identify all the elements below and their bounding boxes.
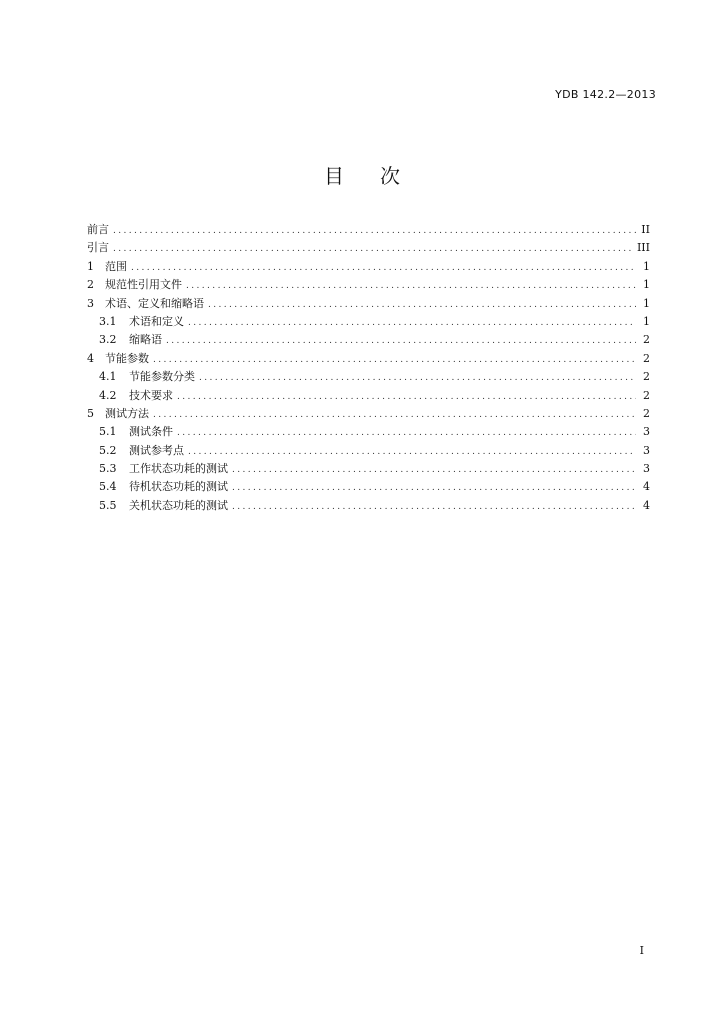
toc-entry-label: 技术要求 xyxy=(129,388,173,402)
page-number: I xyxy=(639,944,644,957)
toc-entry-label: 节能参数 xyxy=(105,351,149,365)
toc-entry-page: 2 xyxy=(643,370,650,384)
toc-entry-label: 待机状态功耗的测试 xyxy=(129,480,228,494)
toc-entry-number: 5.4 xyxy=(99,480,117,494)
toc-entry-label: 规范性引用文件 xyxy=(105,278,182,292)
toc-entry-label: 测试方法 xyxy=(105,406,149,420)
toc-entry-label: 测试条件 xyxy=(129,425,173,439)
toc-entry[interactable] xyxy=(87,497,650,515)
toc-entry-number: 4.1 xyxy=(99,370,117,384)
toc-entry-page: 4 xyxy=(643,498,650,512)
toc-entry[interactable] xyxy=(87,405,650,423)
toc-title-part1: 目 xyxy=(324,164,344,188)
toc-entry-label: 测试参考点 xyxy=(129,443,184,457)
toc-entry-label: 关机状态功耗的测试 xyxy=(129,498,228,512)
toc-entry[interactable] xyxy=(87,478,650,496)
toc-entry-page: II xyxy=(641,223,650,236)
toc-entry[interactable] xyxy=(87,258,650,276)
toc-entry-number: 3.2 xyxy=(99,333,117,347)
toc-title xyxy=(0,160,724,189)
toc-entry-label: 缩略语 xyxy=(129,333,162,347)
toc-entry-number: 4.2 xyxy=(99,388,117,402)
toc-leader-dots xyxy=(113,240,633,258)
toc-entry-label: 前言 xyxy=(87,223,109,236)
toc-entry-page: 4 xyxy=(643,480,650,494)
toc-entry[interactable] xyxy=(87,295,650,313)
toc-entry-page: 2 xyxy=(643,333,650,347)
toc-entry-page: 3 xyxy=(643,425,650,439)
toc-entry-label: 工作状态功耗的测试 xyxy=(129,462,228,476)
toc-entry[interactable] xyxy=(87,387,650,405)
toc-leader-dots xyxy=(166,332,636,350)
toc-entry-number: 5.1 xyxy=(99,425,117,439)
toc-title-part2: 次 xyxy=(380,164,400,188)
toc-leader-dots xyxy=(153,406,636,424)
toc-entry-page: 1 xyxy=(643,278,650,292)
toc-entry-number: 5.3 xyxy=(99,462,117,476)
toc-entry[interactable] xyxy=(87,276,650,294)
toc-entry-page: 1 xyxy=(643,296,650,310)
toc-entry-number: 5.2 xyxy=(99,443,117,457)
toc-entry-label: 术语、定义和缩略语 xyxy=(105,296,204,310)
toc-leader-dots xyxy=(208,296,636,314)
toc-entry-number: 5 xyxy=(87,406,94,420)
toc-leader-dots xyxy=(186,277,636,295)
toc-entry[interactable] xyxy=(87,350,650,368)
toc-entry-page: III xyxy=(636,241,650,255)
toc-entry-page: 2 xyxy=(643,406,650,420)
toc-entry[interactable] xyxy=(87,313,650,331)
toc-entry-number: 1 xyxy=(87,259,94,273)
toc-entry-page: 2 xyxy=(643,351,650,365)
toc-leader-dots xyxy=(153,351,636,369)
toc-entry-number: 2 xyxy=(87,278,94,292)
toc-entry-label: 范围 xyxy=(105,259,127,273)
toc-entry[interactable] xyxy=(87,331,650,349)
toc-leader-dots xyxy=(199,369,636,387)
toc-entry[interactable] xyxy=(87,221,650,239)
toc-entry-label: 节能参数分类 xyxy=(129,370,195,384)
toc-entry-label: 引言 xyxy=(87,241,109,255)
toc-entry-page: 2 xyxy=(643,388,650,402)
toc-leader-dots xyxy=(177,388,636,406)
toc-entry-label: 术语和定义 xyxy=(129,314,184,328)
document-code: YDB 142.2—2013 xyxy=(555,88,656,101)
toc-entry-page: 3 xyxy=(643,462,650,476)
toc-entry[interactable] xyxy=(87,442,650,460)
toc-entry[interactable] xyxy=(87,239,650,257)
toc-leader-dots xyxy=(232,479,636,497)
toc-entry-number: 3 xyxy=(87,296,94,310)
toc-entry[interactable] xyxy=(87,368,650,386)
toc-leader-dots xyxy=(188,314,636,332)
toc-entry-number: 4 xyxy=(87,351,94,365)
toc-entry-number: 3.1 xyxy=(99,314,117,328)
toc-leader-dots xyxy=(232,498,636,516)
toc-leader-dots xyxy=(232,461,636,479)
toc-entry[interactable] xyxy=(87,423,650,441)
table-of-contents xyxy=(87,221,650,515)
toc-entry[interactable] xyxy=(87,460,650,478)
toc-entry-number: 5.5 xyxy=(99,498,117,512)
toc-entry-page: 1 xyxy=(643,314,650,328)
toc-leader-dots xyxy=(131,259,636,277)
toc-leader-dots xyxy=(188,443,636,461)
toc-entry-page: 1 xyxy=(643,259,650,273)
toc-leader-dots xyxy=(177,424,636,442)
toc-entry-page: 3 xyxy=(643,443,650,457)
toc-leader-dots xyxy=(113,222,636,240)
